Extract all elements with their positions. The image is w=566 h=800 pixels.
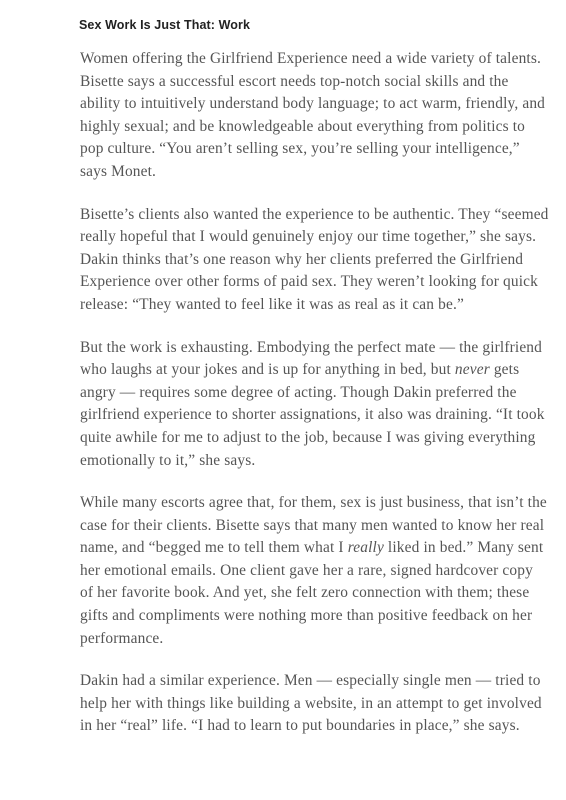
paragraph-1 — [80, 48, 550, 184]
paragraph-text: Bisette’s clients also wanted the experience to be authentic. They “seemed really hopeful that I would genuinely enjoy our time together,” she says. Dakin thinks that’s one reason why her clients preferred the Girlfriend Experience over other forms of paid sex. They weren’t looking for quick release: “They wanted to feel like it was as real as it can be.” — [80, 205, 549, 313]
paragraph-4 — [80, 492, 550, 650]
paragraph-text: But the work is exhausting. Embodying the perfect mate — the girlfriend who laughs at your jokes and is up for anything in bed, but — [80, 338, 542, 379]
paragraph-3 — [80, 337, 550, 473]
paragraph-text: Women offering the Girlfriend Experience need a wide variety of talents. Bisette says a successful escort needs top-notch social skills and the ability to intuitively understand body language; to act warm, friendly, and highly sexual; and be knowledgeable about everything from politics to pop culture. “You aren’t selling sex, you’re selling your intelligence,” says Monet. — [80, 50, 546, 180]
paragraph-text: liked in bed.” Many sent her emotional emails. One client gave her a rare, signed hardcover copy of her favorite book. And yet, she felt zero connection with them; these gifts and compliments were nothing more than positive feedback on her performance. — [80, 539, 544, 647]
emphasis-text: never — [454, 361, 490, 379]
paragraph-text: While many escorts agree that, for them, sex is just business, that isn’t the case for their clients. Bisette says that many men wanted to know her real name, and “begged me to tell them what I — [80, 494, 547, 557]
paragraph-5 — [80, 670, 550, 738]
paragraph-text: Dakin had a similar experience. Men — especially single men — tried to help her with things like building a website, in an attempt to get involved in her “real” life. “I had to learn to put boundaries in place,” she says. — [80, 672, 542, 735]
paragraph-2 — [80, 204, 550, 317]
paragraph-text: gets angry — requires some degree of acting. Though Dakin preferred the girlfriend experience to shorter assignations, it also was draining. “It took quite awhile for me to adjust to the job, because I was giving everything emotionally to it,” she says. — [80, 361, 545, 469]
emphasis-text: really — [347, 539, 384, 557]
article-section — [79, 18, 250, 46]
article-body — [80, 48, 550, 758]
section-heading: Sex Work Is Just That: Work — [79, 18, 251, 32]
